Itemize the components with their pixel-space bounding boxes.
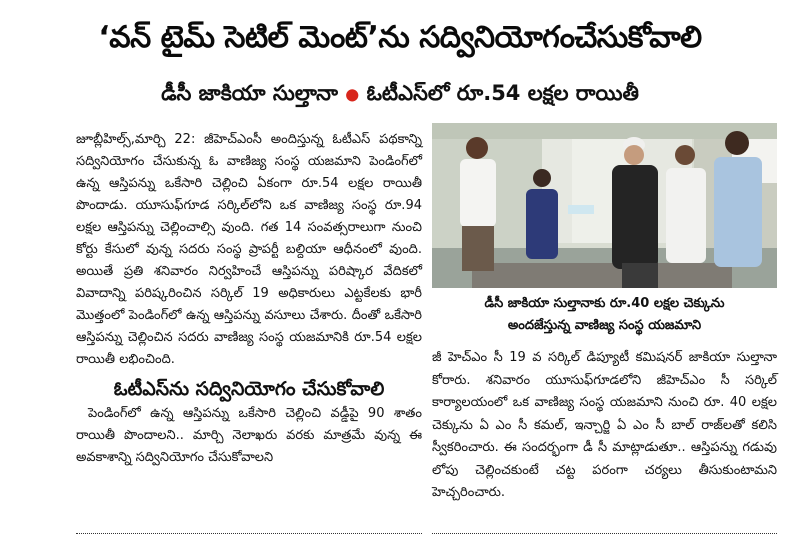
photo-caption-line-2: అందజేస్తున్న వాణిజ్య సంస్థ యజమాని xyxy=(507,318,702,333)
news-photo xyxy=(432,123,777,288)
left-column xyxy=(76,129,422,469)
bottom-divider-right xyxy=(432,533,777,539)
body-paragraph-2: పెండింగ్‌లో ఉన్న ఆస్తిపన్ను ఒకేసారి చెల్లించి వడ్డీపై 90 శాతం రాయితీ పొందాలని.. మార్చి నెలాఖరు వరకు మాత్రమే వున్న ఈ అవకాశాన్ని సద్వినియోగం చేసుకోవాలని xyxy=(76,406,422,465)
subheadline xyxy=(0,81,800,111)
subhead-left: డీసీ జాకియా సుల్తానా xyxy=(161,81,338,105)
headline: ‘వన్ టైమ్ సెటిల్ మెంట్’ను సద్వినియోగంచేసుకోవాలి xyxy=(98,20,702,55)
body-paragraph-1: జూబ్లీహిల్స్,మార్చి 22: జీహెచ్ఎంసీ అందిస్తున్న ఓటీఎస్ పథకాన్ని సద్వినియోగం చేసుకున్న ఓ వాణిజ్య సంస్థ యజమాని పెండింగ్‌లో ఉన్న ఆస్తిపన్ను ఒకేసారి చెల్లించి ఏకంగా రూ.54 లక్షల రాయితీ పొందాడు. యూసుఫ్‌గూడ సర్కిల్‌లోని ఒక వాణిజ్య సంస్థ రూ.94 లక్షల ఆస్తిపన్ను చెల్లించాల్సి వుంది. గత 14 సంవత్సరాలుగా నుంచి కోర్టు కేసులో వున్న సదరు సంస్థ ప్రాపర్టీ బల్దియా ఆధీనంలో వుంది. అయితే ప్రతి శనివారం నిర్వహించే ఆస్తిపన్ను పరిష్కార వేదికలో వివాదాన్ని పరిష్కరించిన సర్కిల్ 19 అధికారులు ఎట్టకేలకు భారీ మొత్తంలో పెండింగ్‌లో ఉన్న ఆస్తిపన్ను వసూలు చేశారు. దీంతో ఒకేసారి ఆస్తిపన్ను చెల్లించిన సదరు వాణిజ్య సంస్థ యజమానికి రూ.54 లక్షల రాయితీ లభించింది. xyxy=(76,132,422,367)
bullet-icon: ● xyxy=(345,84,360,104)
section-heading: ఓటీఎస్‌ను సద్వినియోగం చేసుకోవాలి xyxy=(113,378,385,400)
subhead-right: ఓటీఎస్‌లో రూ.54 లక్షల రాయితీ xyxy=(366,81,639,105)
right-column xyxy=(432,347,777,505)
bottom-divider-left xyxy=(76,533,422,539)
body-paragraph-3: జీ హెచ్ఎం సీ 19 వ సర్కిల్ డిప్యూటీ కమిషనర్ జాకియా సుల్తానా కోరారు. శనివారం యూసుఫ్‌గూడలోని జీహెచ్ఎం సీ సర్కిల్ కార్యాలయంలో ఒక వాణిజ్య సంస్థ యజమాని నుంచి రూ. 40 లక్షల చెక్కును ఏ ఎం సీ కమల్, ఇన్చార్జి ఏ ఎం సీ బాల్ రాజ్‌లతో కలిసి స్వీకరించారు. ఈ సందర్భంగా డీ సీ మాట్లాడుతూ.. ఆస్తిపన్ను గడువు లోపు చెల్లించకుంటే చట్ట పరంగా చర్యలు తీసుకుంటామని హెచ్చరించారు. xyxy=(432,350,777,500)
photo-caption xyxy=(432,293,777,337)
photo-caption-line-1: డీసీ జాకియా సుల్తానాకు రూ.40 లక్షల చెక్కును xyxy=(484,296,725,311)
